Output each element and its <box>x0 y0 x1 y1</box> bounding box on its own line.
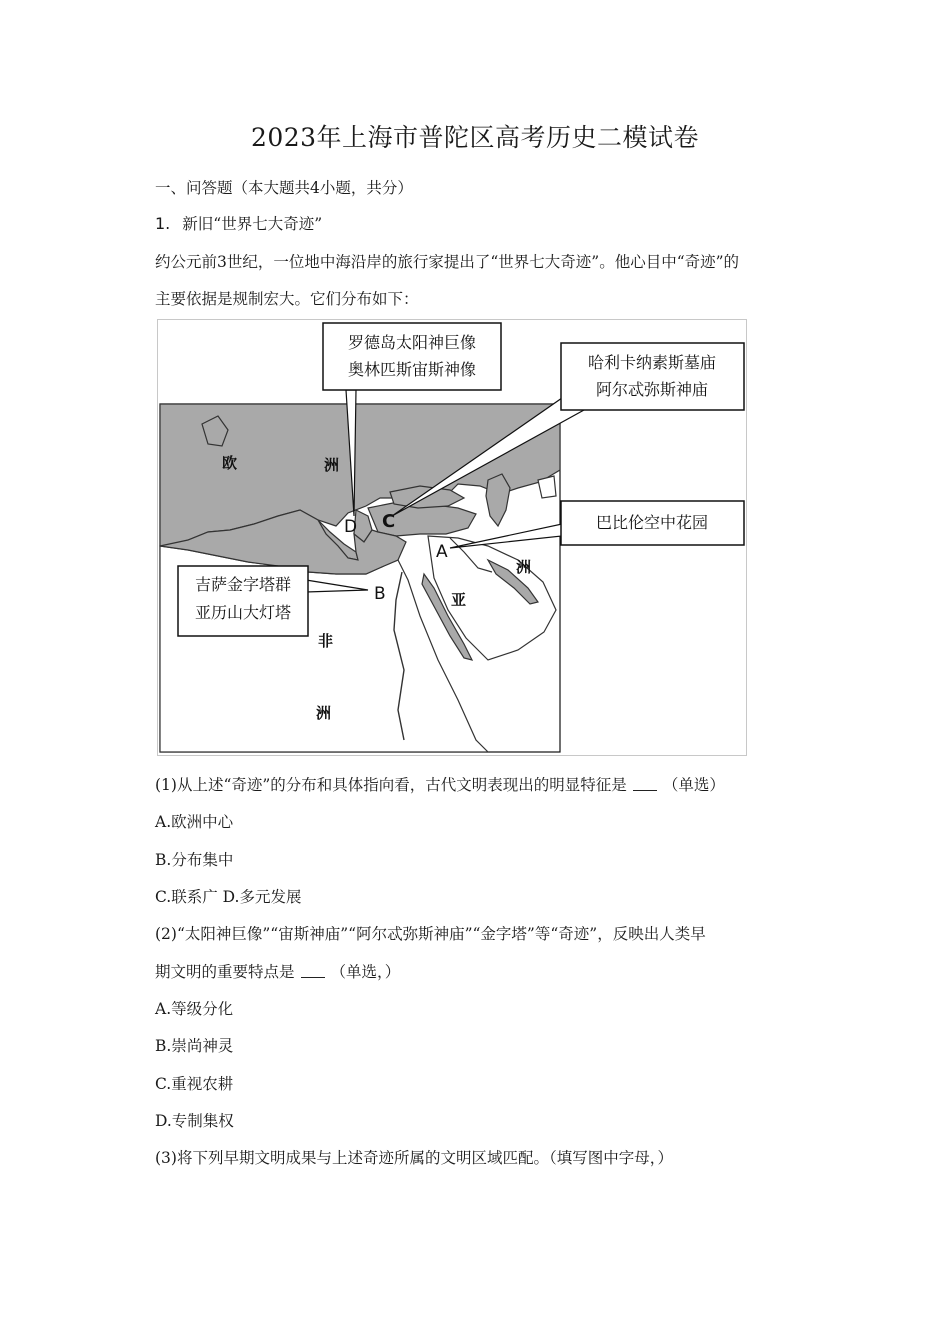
sub-question-2-line-2 <box>155 960 400 982</box>
intro-line-1: 约公元前3世纪，一位地中海沿岸的旅行家提出了“世界七大奇迹”。他心目中“奇迹”的 <box>155 253 740 271</box>
continent-africa-1: 非 <box>318 632 334 650</box>
option-2c: C.重视农耕 <box>155 1075 234 1093</box>
sub-question-1-type: （单选） <box>662 776 725 794</box>
answer-blank-1[interactable] <box>633 776 657 791</box>
continent-africa-2: 洲 <box>316 704 332 722</box>
sub-question-2-line-1: (2)“太阳神巨像”“宙斯神庙”“阿尔忒弥斯神庙”“金字塔”等“奇迹”，反映出人类早 <box>155 925 706 943</box>
question-number: 1. <box>155 214 171 233</box>
callout-giza-line-1: 吉萨金字塔群 <box>194 575 292 594</box>
section-heading: 一、问答题（本大题共4小题，共分） <box>155 179 413 197</box>
sub-question-3-stem: (3)将下列早期文明成果与上述奇迹所属的文明区域匹配。（填写图中字母，） <box>155 1149 673 1167</box>
option-2d: D.专制集权 <box>155 1112 234 1130</box>
continent-asia-2: 洲 <box>516 558 532 576</box>
letter-a: A <box>436 542 448 562</box>
letter-c: C <box>382 511 396 532</box>
wonders-map-figure <box>157 319 747 756</box>
continent-europe-1: 欧 <box>222 454 238 472</box>
continent-asia-1: 亚 <box>451 591 467 609</box>
option-1cd: C.联系广 D.多元发展 <box>155 888 302 906</box>
sub-question-2-text: 期文明的重要特点是 <box>155 963 295 981</box>
option-2b: B.崇尚神灵 <box>155 1037 234 1055</box>
page-title: 2023年上海市普陀区高考历史二模试卷 <box>250 123 700 152</box>
callout-halicarnassus-line-1: 哈利卡纳素斯墓庙 <box>587 353 717 372</box>
aral-lake <box>538 476 556 498</box>
letter-d: D <box>344 517 358 537</box>
option-1b: B.分布集中 <box>155 851 234 869</box>
callout-halicarnassus-line-2: 阿尔忒弥斯神庙 <box>595 380 709 399</box>
sub-question-1-text: (1)从上述“奇迹”的分布和具体指向看，古代文明表现出的明显特征是 <box>155 776 627 794</box>
question-heading-text: 新旧“世界七大奇迹” <box>182 215 323 233</box>
callout-giza-line-2: 亚历山大灯塔 <box>194 603 292 622</box>
callout-rhodes-line-1: 罗德岛太阳神巨像 <box>347 333 477 352</box>
answer-blank-2[interactable] <box>301 963 325 978</box>
continent-europe-2: 洲 <box>324 456 340 474</box>
sub-question-2-type: （单选，） <box>330 963 401 981</box>
wonders-map <box>158 320 746 755</box>
letter-b: B <box>374 584 386 604</box>
intro-line-2: 主要依据是规制宏大。它们分布如下： <box>155 290 419 308</box>
question-1-heading <box>155 212 322 234</box>
callout-babylon-text: 巴比伦空中花园 <box>595 513 709 532</box>
option-2a: A.等级分化 <box>155 1000 234 1018</box>
callout-rhodes-line-2: 奥林匹斯宙斯神像 <box>347 360 477 379</box>
option-1a: A.欧洲中心 <box>155 813 234 831</box>
sub-question-1-stem <box>155 773 725 795</box>
